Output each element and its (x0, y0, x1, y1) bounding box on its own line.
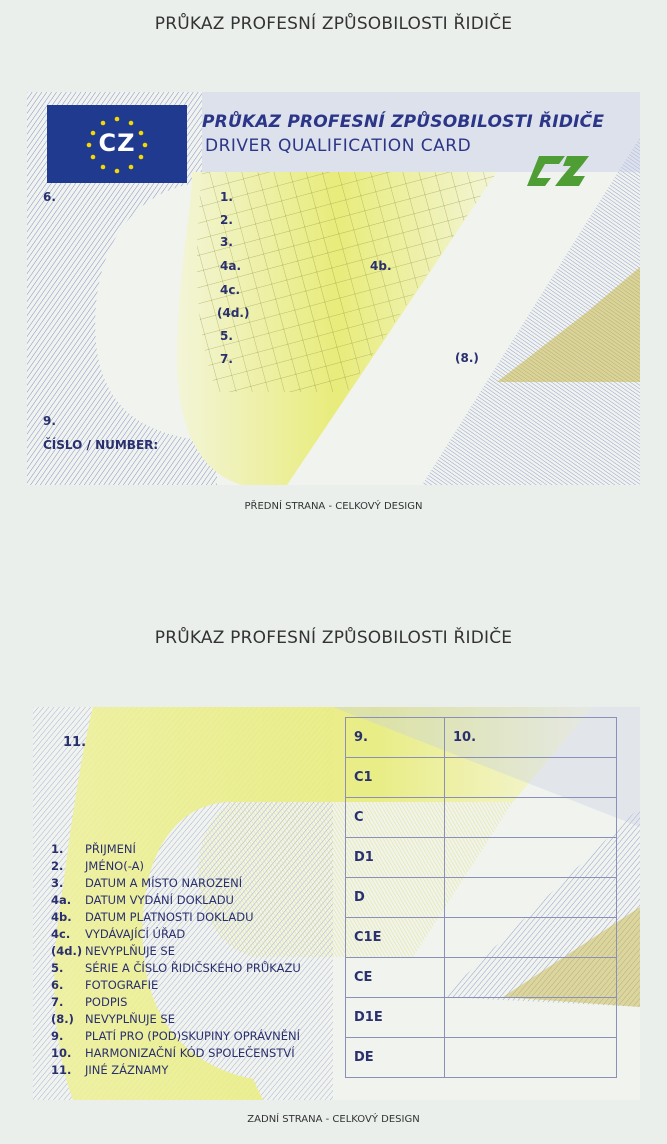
legend-item: 3. DATUM A MÍSTO NAROZENÍ (51, 876, 243, 890)
legend-item: 11. JINÉ ZÁZNAMY (51, 1063, 169, 1077)
field-1-label: 1. (220, 190, 233, 204)
field-4a-label: 4a. (220, 259, 242, 273)
field-9-label: 9. (43, 414, 56, 428)
empty-cell (445, 758, 617, 798)
card-title-cz: PRŮKAZ PROFESNÍ ZPŮSOBILOSTI ŘIDIČE (202, 112, 605, 132)
category-cell: CE (346, 958, 445, 998)
field-7-label: 7. (220, 352, 233, 366)
field-2-label: 2. (220, 213, 233, 227)
empty-cell (445, 958, 617, 998)
card-back (33, 707, 640, 1100)
front-caption: PŘEDNÍ STRANA - CELKOVÝ DESIGN (244, 501, 423, 512)
card-title-en: DRIVER QUALIFICATION CARD (205, 136, 472, 156)
empty-cell (445, 798, 617, 838)
empty-cell (445, 838, 617, 878)
table-row (346, 1038, 617, 1078)
legend-item: 5. SÉRIE A ČÍSLO ŘIDIČSKÉHO PRŮKAZU (51, 961, 301, 975)
legend-item: 7. PODPIS (51, 995, 128, 1009)
eu-flag (47, 105, 187, 183)
field-6-label: 6. (43, 190, 56, 204)
front-heading: PRŮKAZ PROFESNÍ ZPŮSOBILOSTI ŘIDIČE (154, 14, 513, 34)
legend-item: 9. PLATÍ PRO (POD)SKUPINY OPRÁVNĚNÍ (51, 1029, 301, 1043)
cz-logo-icon (525, 152, 591, 192)
table-row (346, 758, 617, 798)
legend-item: 4b. DATUM PLATNOSTI DOKLADU (51, 910, 254, 924)
card-front (27, 92, 640, 485)
legend-item: (4d.) NEVYPLŇUJE SE (51, 944, 176, 958)
legend-item: 6. FOTOGRAFIE (51, 978, 159, 992)
empty-cell (445, 878, 617, 918)
back-heading: PRŮKAZ PROFESNÍ ZPŮSOBILOSTI ŘIDIČE (154, 628, 513, 648)
flag-country-code: CZ (98, 129, 136, 157)
field-4d-label: (4d.) (217, 306, 250, 320)
number-label: ČÍSLO / NUMBER: (43, 438, 159, 452)
field-legend (51, 841, 301, 1079)
category-cell: D1E (346, 998, 445, 1038)
table-row (346, 918, 617, 958)
empty-cell (445, 998, 617, 1038)
col-10-header: 10. (445, 718, 617, 758)
back-caption: ZADNÍ STRANA - CELKOVÝ DESIGN (247, 1114, 420, 1125)
field-3-label: 3. (220, 235, 233, 249)
field-4b-label: 4b. (370, 259, 392, 273)
category-cell: DE (346, 1038, 445, 1078)
table-row (346, 718, 617, 758)
legend-item: 4c. VYDÁVAJÍCÍ ÚŘAD (51, 927, 186, 941)
category-cell: D1 (346, 838, 445, 878)
table-row (346, 798, 617, 838)
field-8-label: (8.) (455, 351, 479, 365)
table-row (346, 878, 617, 918)
legend-item: 10. HARMONIZAČNÍ KÓD SPOLEČENSTVÍ (51, 1046, 295, 1060)
legend-item: 1. PŘIJMENÍ (51, 842, 136, 856)
empty-cell (445, 1038, 617, 1078)
table-row (346, 998, 617, 1038)
empty-cell (445, 918, 617, 958)
legend-item: (8.) NEVYPLŇUJE SE (51, 1012, 176, 1026)
category-cell: D (346, 878, 445, 918)
category-cell: C (346, 798, 445, 838)
legend-item: 4a. DATUM VYDÁNÍ DOKLADU (51, 893, 234, 907)
category-cell: C1E (346, 918, 445, 958)
field-4c-label: 4c. (220, 283, 241, 297)
legend-item: 2. JMÉNO(-A) (51, 859, 144, 873)
table-row (346, 838, 617, 878)
col-9-header: 9. (346, 718, 445, 758)
field-11-label: 11. (63, 735, 87, 750)
table-row (346, 958, 617, 998)
field-5-label: 5. (220, 329, 233, 343)
categories-table (345, 717, 617, 1078)
category-cell: C1 (346, 758, 445, 798)
